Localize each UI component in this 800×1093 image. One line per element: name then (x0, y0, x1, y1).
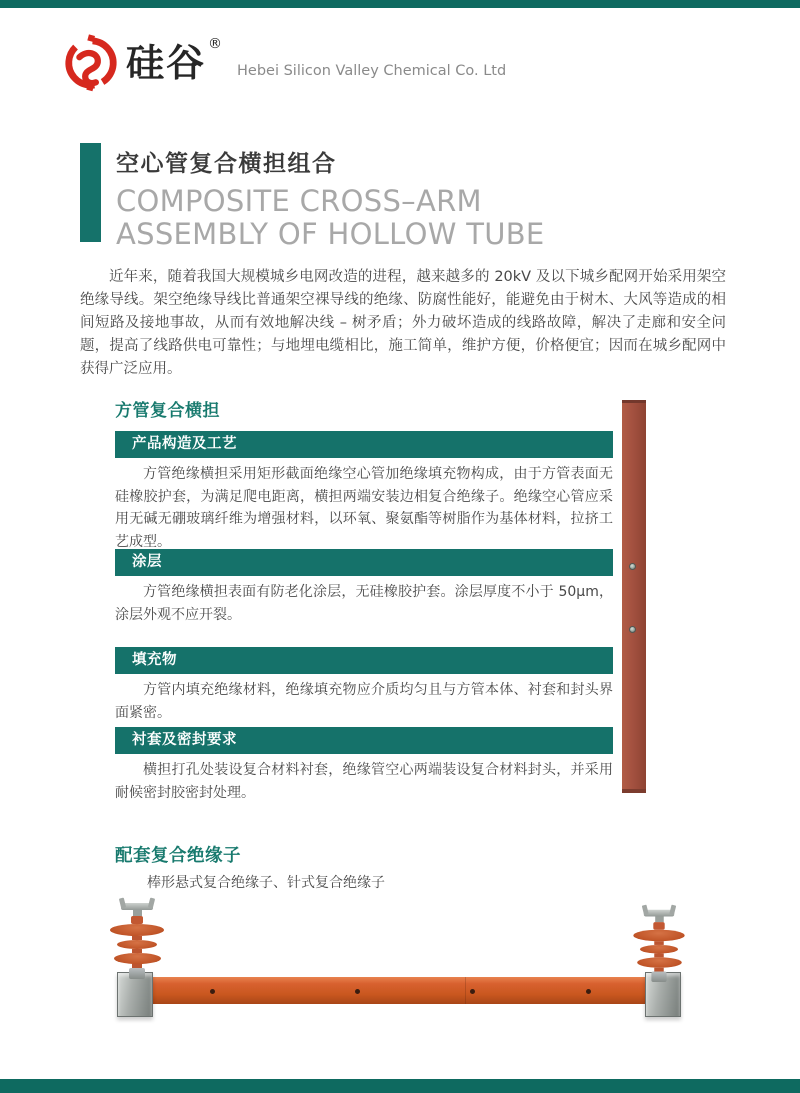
insulator-shed (114, 953, 161, 964)
paragraph-filler: 方管内填充绝缘材料，绝缘填充物应介质均匀且与方管本体、衬套和封头界面紧密。 (115, 682, 613, 721)
title-accent-bar (80, 143, 101, 242)
paragraph-product-construction: 方管绝缘横担采用矩形截面绝缘空心管加绝缘填充物构成，由于方管表面无硅橡胶护套，为满足爬电距离，横担两端安装边相复合绝缘子。绝缘空心管应采用无碱无硼玻璃纤维为增强材料，以环氧、聚氨酯等树脂作为基体材料，拉挤工艺成型。 (115, 466, 613, 550)
registered-mark: ® (208, 36, 225, 53)
page-title-en-line2: ASSEMBLY OF HOLLOW TUBE (116, 217, 545, 251)
wire-saddle-clamp (121, 903, 153, 910)
insulator-shed (633, 930, 684, 941)
logo-cn-characters: 硅谷 (126, 41, 207, 85)
page-title-en-line1: COMPOSITE CROSS–ARM (116, 184, 482, 218)
paragraph-bushing-sealing: 横担打孔处装设复合材料衬套，绝缘管空心两端装设复合材料封头，并采用耐候密封胶密封处理。 (115, 762, 613, 801)
section-heading-square-tube-crossarm: 方管复合横担 (115, 401, 220, 421)
top-accent-bar (0, 0, 800, 8)
paragraph-coating: 方管绝缘横担表面有防老化涂层，无硅橡胶护套。涂层厚度不小于 50μm，涂层外观不应开裂。 (115, 584, 613, 623)
left-insulator (107, 903, 167, 979)
crossarm-assembly-image (100, 903, 700, 1021)
page-title-en (116, 185, 545, 251)
insulator-shed (640, 945, 678, 954)
mounting-hole (470, 989, 475, 994)
insulator-shed (637, 957, 682, 967)
insulator-base-fitting (651, 972, 666, 982)
banner-filler: 填充物 (115, 647, 613, 674)
bottom-accent-bar (0, 1079, 800, 1093)
title-block (80, 143, 545, 251)
insulator-neck (131, 916, 143, 924)
insulator-neck (653, 922, 664, 930)
mounting-hole (210, 989, 215, 994)
bolt-head (629, 626, 636, 633)
tube-joint-line (465, 977, 466, 1004)
mounting-hole (355, 989, 360, 994)
insulator-shed (117, 940, 157, 949)
company-name: Hebei Silicon Valley Chemical Co. Ltd (237, 63, 507, 79)
mounting-hole (586, 989, 591, 994)
banner-product-construction: 产品构造及工艺 (115, 431, 613, 458)
insulator-base-fitting (129, 968, 145, 979)
banner-bushing-sealing: 衬套及密封要求 (115, 727, 613, 754)
page-title-cn: 空心管复合横担组合 (116, 151, 337, 177)
section-heading-matching-insulators: 配套复合绝缘子 (115, 846, 241, 866)
intro-paragraph: 近年来，随着我国大规模城乡电网改造的进程，越来越多的 20kV 及以下城乡配网开始采用架空绝缘导线。架空绝缘导线比普通架空裸导线的绝缘、防腐性能好，能避免由于树木、大风等造成的相间短路及接地事故，从而有效地解决线 – 树矛盾；外力破坏造成的线路故障，解决了走廊和安全问题，提高了线路供电可靠性；与地埋电缆相比，施工简单，维护方便，价格便宜；因而在城乡配网中获得广泛应用。 (80, 269, 726, 377)
bolt-head (629, 563, 636, 570)
title-text-group (116, 143, 545, 251)
brand-header (62, 34, 506, 92)
paragraph-matching-insulators: 棒形悬式复合绝缘子、针式复合绝缘子 (147, 875, 385, 891)
insulator-shed (110, 924, 164, 936)
right-insulator (631, 910, 688, 982)
company-logo-icon (62, 34, 120, 92)
horizontal-tube (150, 977, 648, 1004)
logo-text (126, 36, 225, 85)
vertical-tube-image (622, 400, 646, 793)
banner-coating: 涂层 (115, 549, 613, 576)
wire-saddle-clamp (644, 910, 674, 917)
